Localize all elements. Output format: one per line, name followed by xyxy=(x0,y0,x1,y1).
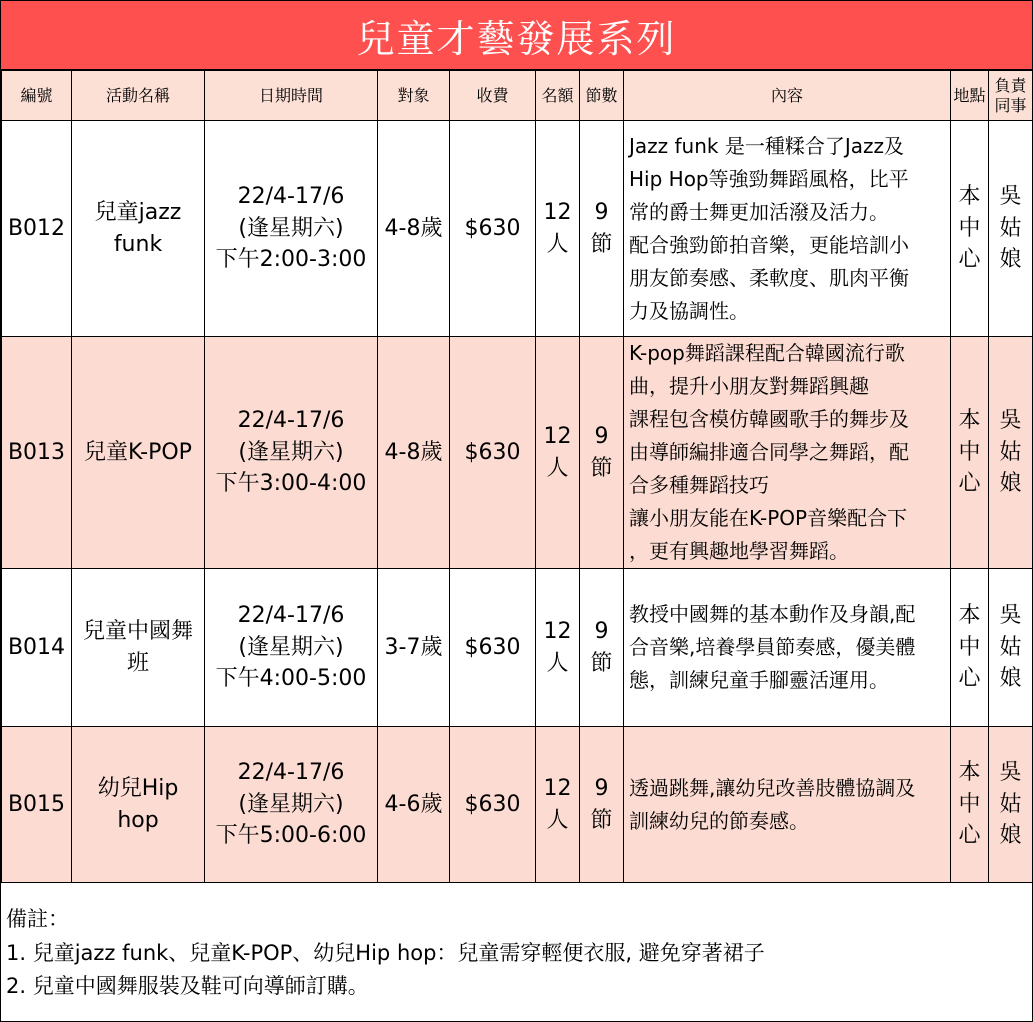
cell-line: (逢星期六) xyxy=(238,634,344,660)
cell-line: 心 xyxy=(958,247,981,273)
cell-line: 態，訓練兒童手腳靈活運用。 xyxy=(629,668,889,692)
header-quota: 名額 xyxy=(536,71,580,121)
cell-line: 朋友節奏感、柔軟度、肌肉平衡 xyxy=(629,265,909,290)
cell-staff xyxy=(989,121,1033,337)
header-code: 編號 xyxy=(2,71,72,121)
cell-fee: $630 xyxy=(450,337,536,569)
notes-section xyxy=(1,883,1032,1004)
cell-line: 中 xyxy=(958,439,981,465)
cell-line: 下午2:00-3:00 xyxy=(215,247,367,273)
cell-name xyxy=(72,569,205,727)
cell-line: funk xyxy=(113,231,163,257)
cell-line: 兒童K-POP xyxy=(84,439,192,465)
page-title: 兒童才藝發展系列 xyxy=(1,1,1032,70)
cell-code: B015 xyxy=(2,727,72,883)
cell-sessions xyxy=(580,569,624,727)
cell-line: 姑 xyxy=(999,791,1022,817)
cell-fee: $630 xyxy=(450,121,536,337)
cell-line: 人 xyxy=(546,231,569,257)
cell-line: 心 xyxy=(958,823,981,849)
cell-line: 9 xyxy=(594,199,609,225)
cell-line: 中 xyxy=(958,791,981,817)
cell-line: (逢星期六) xyxy=(238,791,344,817)
cell-datetime xyxy=(205,569,378,727)
header-target: 對象 xyxy=(378,71,450,121)
cell-line: 幼兒Hip xyxy=(97,775,179,801)
cell-datetime xyxy=(205,727,378,883)
cell-quota xyxy=(536,337,580,569)
cell-sessions xyxy=(580,337,624,569)
header-fee: 收費 xyxy=(450,71,536,121)
header-location: 地點 xyxy=(951,71,989,121)
cell-line: 娘 xyxy=(999,823,1022,849)
cell-location xyxy=(951,337,989,569)
note-item: 2. 兒童中國舞服裝及鞋可向導師訂購。 xyxy=(6,974,369,999)
cell-line: 節 xyxy=(590,650,613,676)
cell-line: 兒童中國舞 xyxy=(82,618,193,644)
cell-line: hop xyxy=(117,807,159,833)
table-row xyxy=(2,121,1033,337)
cell-fee: $630 xyxy=(450,727,536,883)
cell-line: 中 xyxy=(958,634,981,660)
table-row xyxy=(2,727,1033,883)
header-staff-line: 負責 xyxy=(994,76,1027,96)
cell-code: B014 xyxy=(2,569,72,727)
cell-content xyxy=(624,337,951,569)
cell-line: 12 xyxy=(543,199,572,225)
cell-line: 12 xyxy=(543,775,572,801)
cell-line: 讓小朋友能在K-POP音樂配合下 xyxy=(629,506,908,530)
table-row xyxy=(2,569,1033,727)
cell-line: 班 xyxy=(126,650,149,676)
cell-line: 吳 xyxy=(999,407,1022,433)
cell-target: 4-8歲 xyxy=(378,121,450,337)
cell-target: 4-6歲 xyxy=(378,727,450,883)
cell-line: Hip Hop等強勁舞蹈風格，比平 xyxy=(629,166,909,191)
header-datetime: 日期時間 xyxy=(205,71,378,121)
cell-staff xyxy=(989,569,1033,727)
cell-line: 下午5:00-6:00 xyxy=(215,823,367,849)
cell-code: B013 xyxy=(2,337,72,569)
cell-line: 9 xyxy=(594,423,609,449)
cell-line: 本 xyxy=(958,759,981,785)
cell-line: 22/4-17/6 xyxy=(237,602,345,628)
cell-line: 配合強勁節拍音樂，更能培訓小 xyxy=(629,232,909,257)
table-row xyxy=(2,337,1033,569)
cell-name xyxy=(72,337,205,569)
header-name: 活動名稱 xyxy=(72,71,205,121)
cell-line: 心 xyxy=(958,471,981,497)
cell-line: 吳 xyxy=(999,759,1022,785)
cell-line: (逢星期六) xyxy=(238,215,344,241)
cell-quota xyxy=(536,727,580,883)
cell-line: 力及協調性。 xyxy=(629,298,749,323)
cell-location xyxy=(951,121,989,337)
cell-line: 22/4-17/6 xyxy=(237,759,345,785)
note-item: 1. 兒童jazz funk、兒童K-POP、幼兒Hip hop：兒童需穿輕便衣服, 避免穿著裙子 xyxy=(6,940,765,965)
cell-line: 節 xyxy=(590,231,613,257)
cell-line: 合多種舞蹈技巧 xyxy=(629,473,769,497)
cell-name xyxy=(72,121,205,337)
header-staff xyxy=(989,71,1033,121)
cell-line: 吳 xyxy=(999,183,1022,209)
cell-line: 娘 xyxy=(999,247,1022,273)
cell-target: 4-8歲 xyxy=(378,337,450,569)
cell-line: 中 xyxy=(958,215,981,241)
cell-line: 9 xyxy=(594,618,609,644)
cell-line: ，更有興趣地學習舞蹈。 xyxy=(629,539,849,563)
table-header-row xyxy=(2,71,1033,121)
cell-content xyxy=(624,569,951,727)
cell-quota xyxy=(536,569,580,727)
cell-content xyxy=(624,727,951,883)
cell-line: 本 xyxy=(958,602,981,628)
cell-line: 吳 xyxy=(999,602,1022,628)
cell-line: 姑 xyxy=(999,634,1022,660)
cell-line: 曲，提升小朋友對舞蹈興趣 xyxy=(629,374,869,398)
cell-line: 9 xyxy=(594,775,609,801)
cell-line: 人 xyxy=(546,807,569,833)
cell-line: 課程包含模仿韓國歌手的舞步及 xyxy=(629,407,909,431)
cell-line: 透過跳舞,讓幼兒改善肢體協調及 xyxy=(629,775,916,800)
cell-line: (逢星期六) xyxy=(238,439,344,465)
cell-line: Jazz funk 是一種糅合了Jazz及 xyxy=(629,133,904,158)
cell-datetime xyxy=(205,121,378,337)
cell-location xyxy=(951,569,989,727)
cell-line: 訓練幼兒的節奏感。 xyxy=(629,808,809,833)
header-staff-line: 同事 xyxy=(994,95,1027,115)
cell-line: 合音樂,培養學員節奏感，優美體 xyxy=(629,635,916,659)
cell-line: 姑 xyxy=(999,215,1022,241)
header-content: 內容 xyxy=(624,71,951,121)
cell-line: 教授中國舞的基本動作及身韻,配 xyxy=(629,602,916,626)
cell-line: 姑 xyxy=(999,439,1022,465)
cell-staff xyxy=(989,337,1033,569)
cell-line: 人 xyxy=(546,455,569,481)
cell-staff xyxy=(989,727,1033,883)
cell-fee: $630 xyxy=(450,569,536,727)
cell-content xyxy=(624,121,951,337)
cell-line: 節 xyxy=(590,807,613,833)
cell-target: 3-7歲 xyxy=(378,569,450,727)
cell-line: 常的爵士舞更加活潑及活力。 xyxy=(629,199,889,224)
course-table xyxy=(1,70,1033,883)
cell-line: 下午3:00-4:00 xyxy=(215,471,367,497)
cell-line: 22/4-17/6 xyxy=(237,407,345,433)
cell-quota xyxy=(536,121,580,337)
cell-line: 12 xyxy=(543,618,572,644)
cell-location xyxy=(951,727,989,883)
cell-line: 12 xyxy=(543,423,572,449)
cell-sessions xyxy=(580,121,624,337)
cell-line: 心 xyxy=(958,666,981,692)
cell-line: 本 xyxy=(958,183,981,209)
cell-sessions xyxy=(580,727,624,883)
notes-heading: 備註： xyxy=(6,907,69,931)
cell-name xyxy=(72,727,205,883)
cell-line: 由導師編排適合同學之舞蹈，配 xyxy=(629,440,909,464)
cell-line: 娘 xyxy=(999,471,1022,497)
cell-line: 節 xyxy=(590,455,613,481)
cell-line: 人 xyxy=(546,650,569,676)
cell-line: 下午4:00-5:00 xyxy=(215,666,367,692)
cell-line: 兒童jazz xyxy=(94,199,182,225)
cell-datetime xyxy=(205,337,378,569)
cell-line: 娘 xyxy=(999,666,1022,692)
header-sessions: 節數 xyxy=(580,71,624,121)
cell-line: 本 xyxy=(958,407,981,433)
cell-line: 22/4-17/6 xyxy=(237,183,345,209)
cell-code: B012 xyxy=(2,121,72,337)
cell-line: K-pop舞蹈課程配合韓國流行歌 xyxy=(629,341,905,365)
